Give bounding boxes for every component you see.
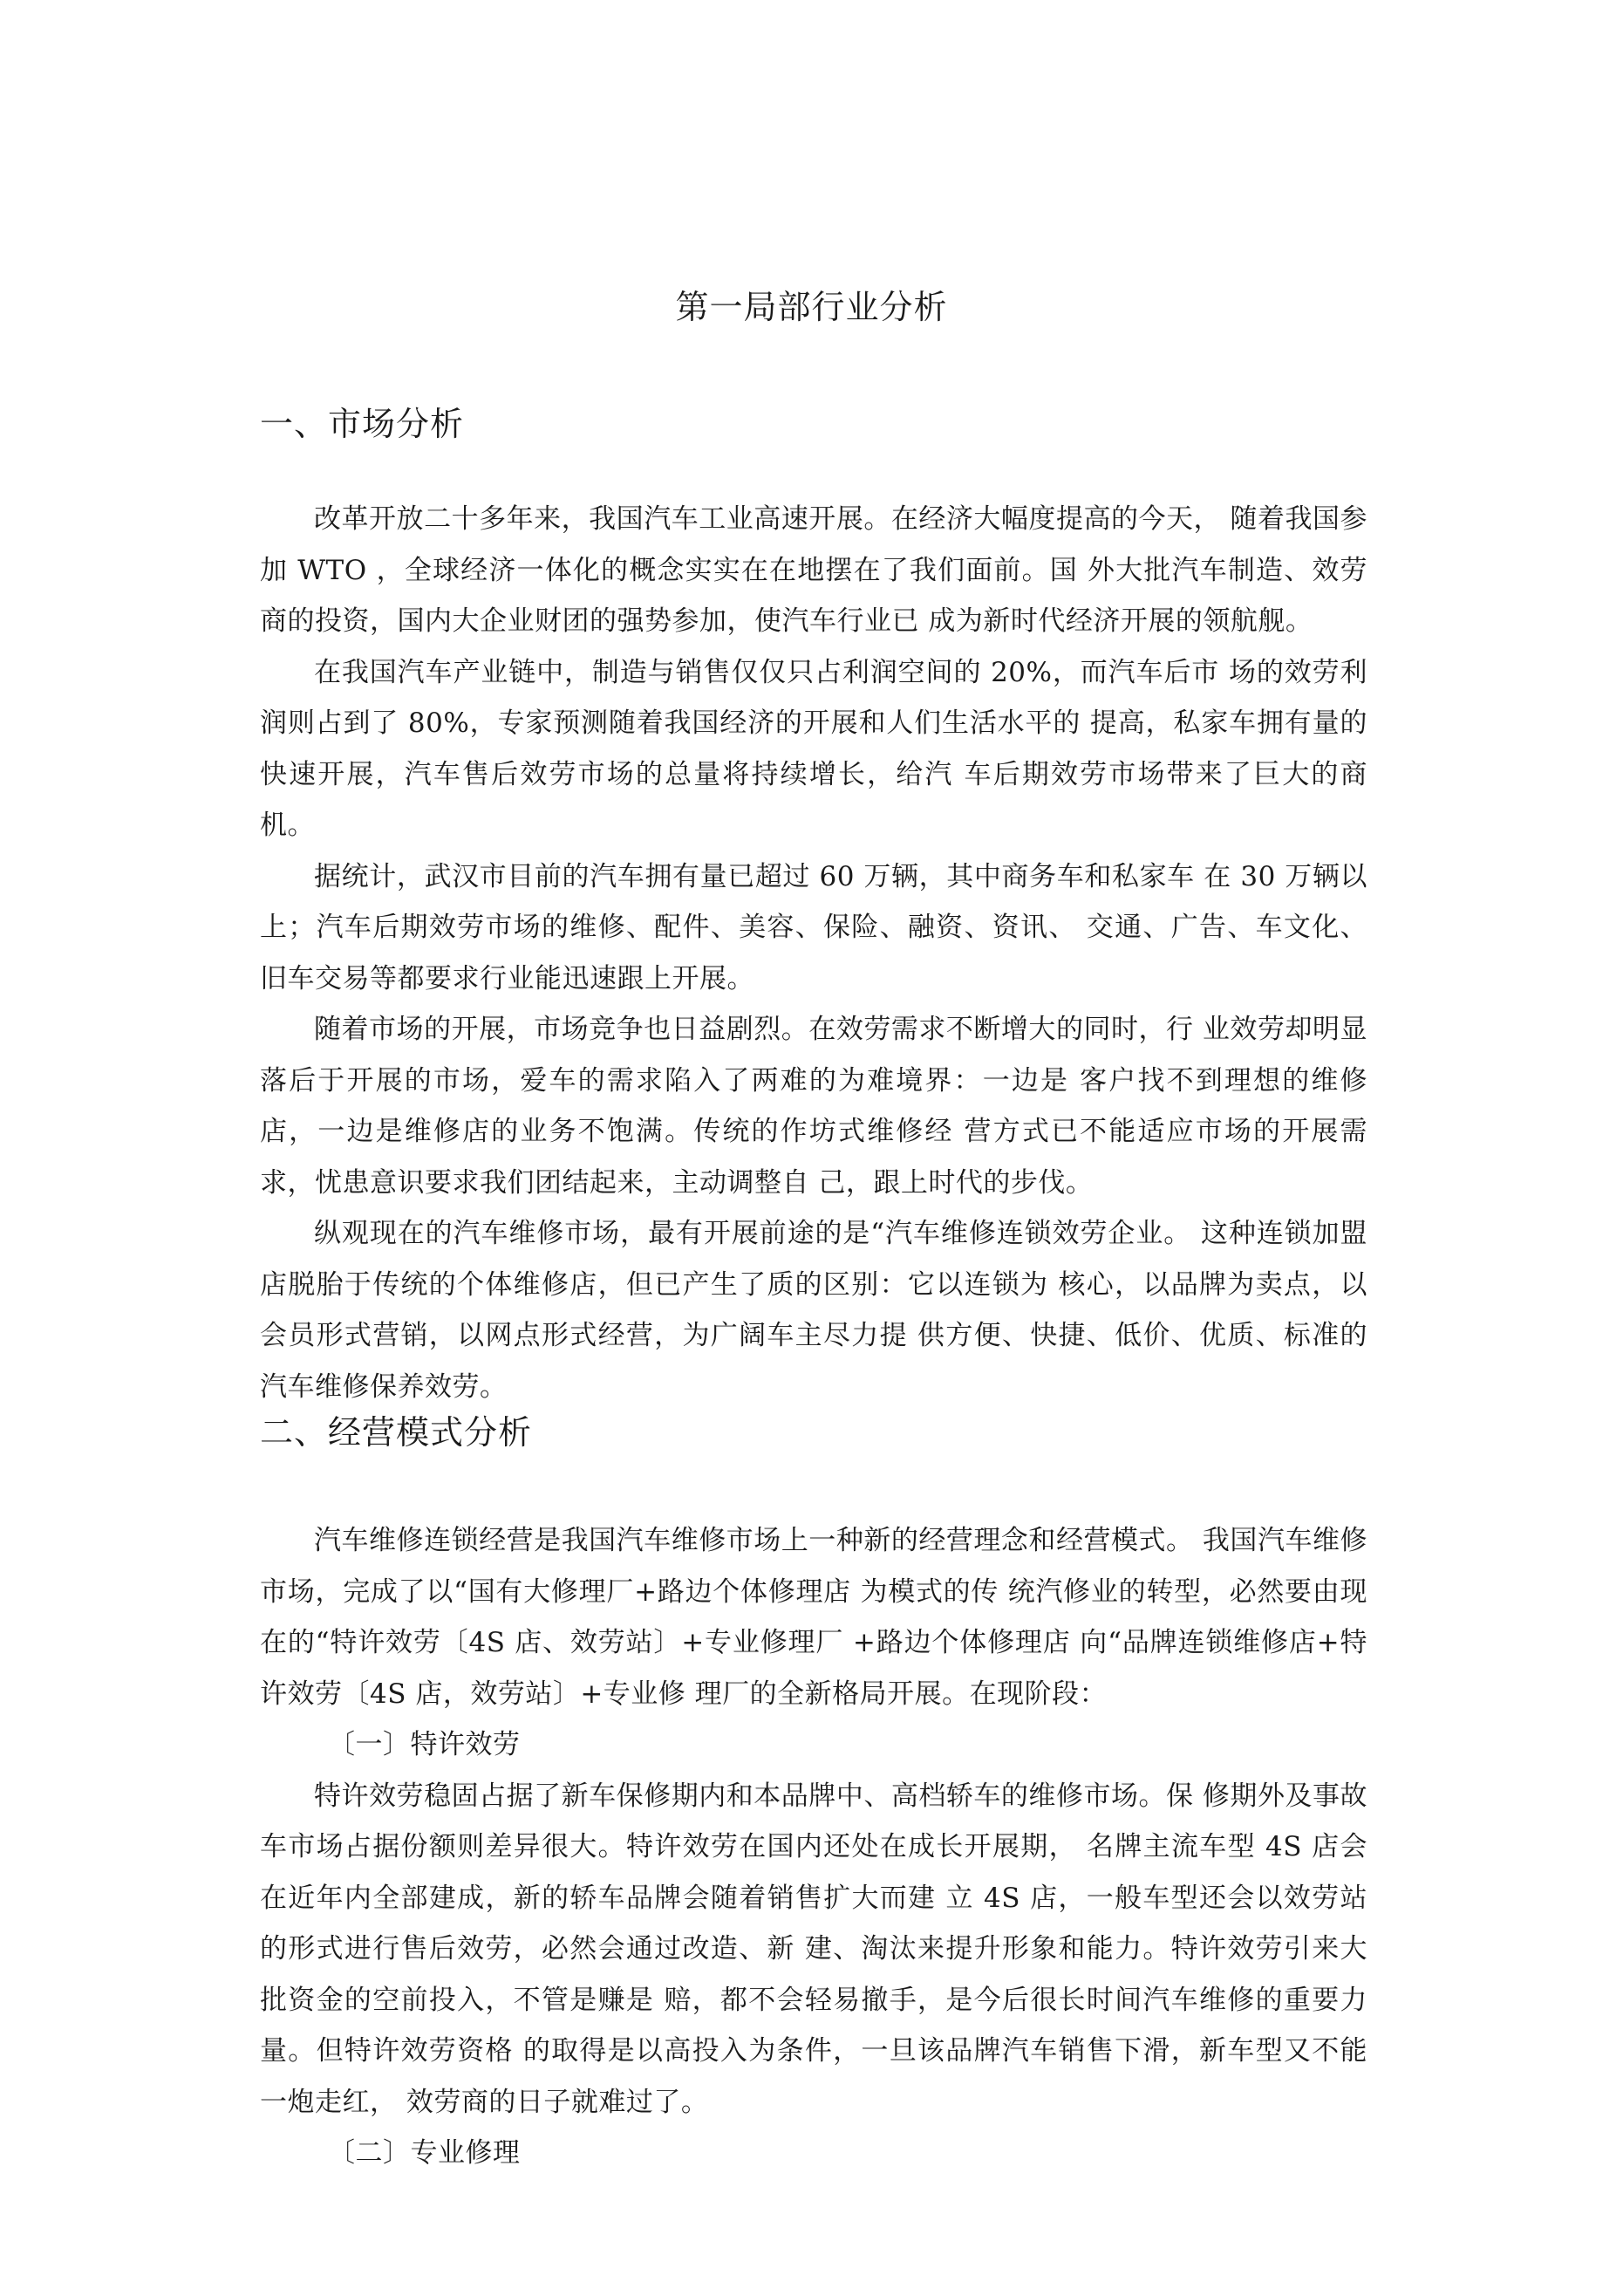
paragraph: 特许效劳稳固占据了新车保修期内和本品牌中、高档轿车的维修市场。保 修期外及事故车市场占据份额则差异很大。特许效劳在国内还处在成长开展期， 名牌主流车型 4S 店会在近年内全部建成，新的轿车品牌会随着销售扩大而建 立 4S 店，一般车型还会以效劳站的形式进行售后效劳，必然会通过改造、新 建、淘汰来提升形象和能力。特许效劳引来大批资金的空前投入，不管是赚是 赔，都不会轻易撤手，是今后很长时间汽车维修的重要力量。但特许效劳资格 的取得是以高投入为条件，一旦该品牌汽车销售下滑，新车型又不能一炮走红， 效劳商的日子就难过了。: [260, 1780, 1367, 2118]
section-heading-business-model: 二、经营模式分析: [260, 1413, 533, 1452]
document-title: 第一局部行业分析: [675, 288, 948, 326]
subheading-professional-repair: 〔二〕专业修理: [328, 2137, 521, 2169]
paragraph: 纵观现在的汽车维修市场，最有开展前途的是“汽车维修连锁效劳企业。 这种连锁加盟店脱胎于传统的个体维修店，但已产生了质的区别：它以连锁为 核心，以品牌为卖点，以会员形式营销，以网点形式经营，为广阔车主尽力提 供方便、快捷、低价、优质、标准的汽车维修保养效劳。: [260, 1218, 1367, 1403]
paragraph: 汽车维修连锁经营是我国汽车维修市场上一种新的经营理念和经营模式。 我国汽车维修市场，完成了以“国有大修理厂+路边个体修理店 为模式的传 统汽修业的转型，必然要由现在的“特许效劳〔4S 店、效劳站〕+专业修理厂 +路边个体修理店 向“品牌连锁维修店+特许效劳〔4S 店，效劳站〕+专业修 理厂的全新格局开展。在现阶段：: [260, 1525, 1367, 1710]
paragraph: 据统计，武汉市目前的汽车拥有量已超过 60 万辆，其中商务车和私家车 在 30 万辆以上；汽车后期效劳市场的维修、配件、美容、保险、融资、资讯、 交通、广告、车文化、旧车交易等都要求行业能迅速跟上开展。: [260, 860, 1367, 994]
paragraph: 随着市场的开展，市场竞争也日益剧烈。在效劳需求不断增大的同时，行 业效劳却明显落后于开展的市场，爱车的需求陷入了两难的为难境界：一边是 客户找不到理想的维修店，一边是维修店的业务不饱满。传统的作坊式维修经 营方式已不能适应市场的开展需求，忧患意识要求我们团结起来，主动调整自 己，跟上时代的步伐。: [260, 1014, 1367, 1199]
paragraph: 在我国汽车产业链中，制造与销售仅仅只占利润空间的 20%，而汽车后市 场的效劳利润则占到了 80%，专家预测随着我国经济的开展和人们生活水平的 提高，私家车拥有量的快速开展，汽车售后效劳市场的总量将持续增长，给汽 车后期效劳市场带来了巨大的商机。: [260, 656, 1367, 841]
subheading-franchise-service: 〔一〕特许效劳: [328, 1729, 521, 1760]
section-body-market-analysis: [260, 494, 1367, 1412]
paragraph: 改革开放二十多年来，我国汽车工业高速开展。在经济大幅度提高的今天， 随着我国参加 WTO ，全球经济一体化的概念实实在在地摆在了我们面前。国 外大批汽车制造、效劳商的投资，国内大企业财团的强势参加，使汽车行业已 成为新时代经济开展的领航舰。: [260, 503, 1367, 637]
section-body-business-model: [260, 1515, 1367, 2179]
section-heading-market-analysis: 一、市场分析: [260, 405, 465, 443]
